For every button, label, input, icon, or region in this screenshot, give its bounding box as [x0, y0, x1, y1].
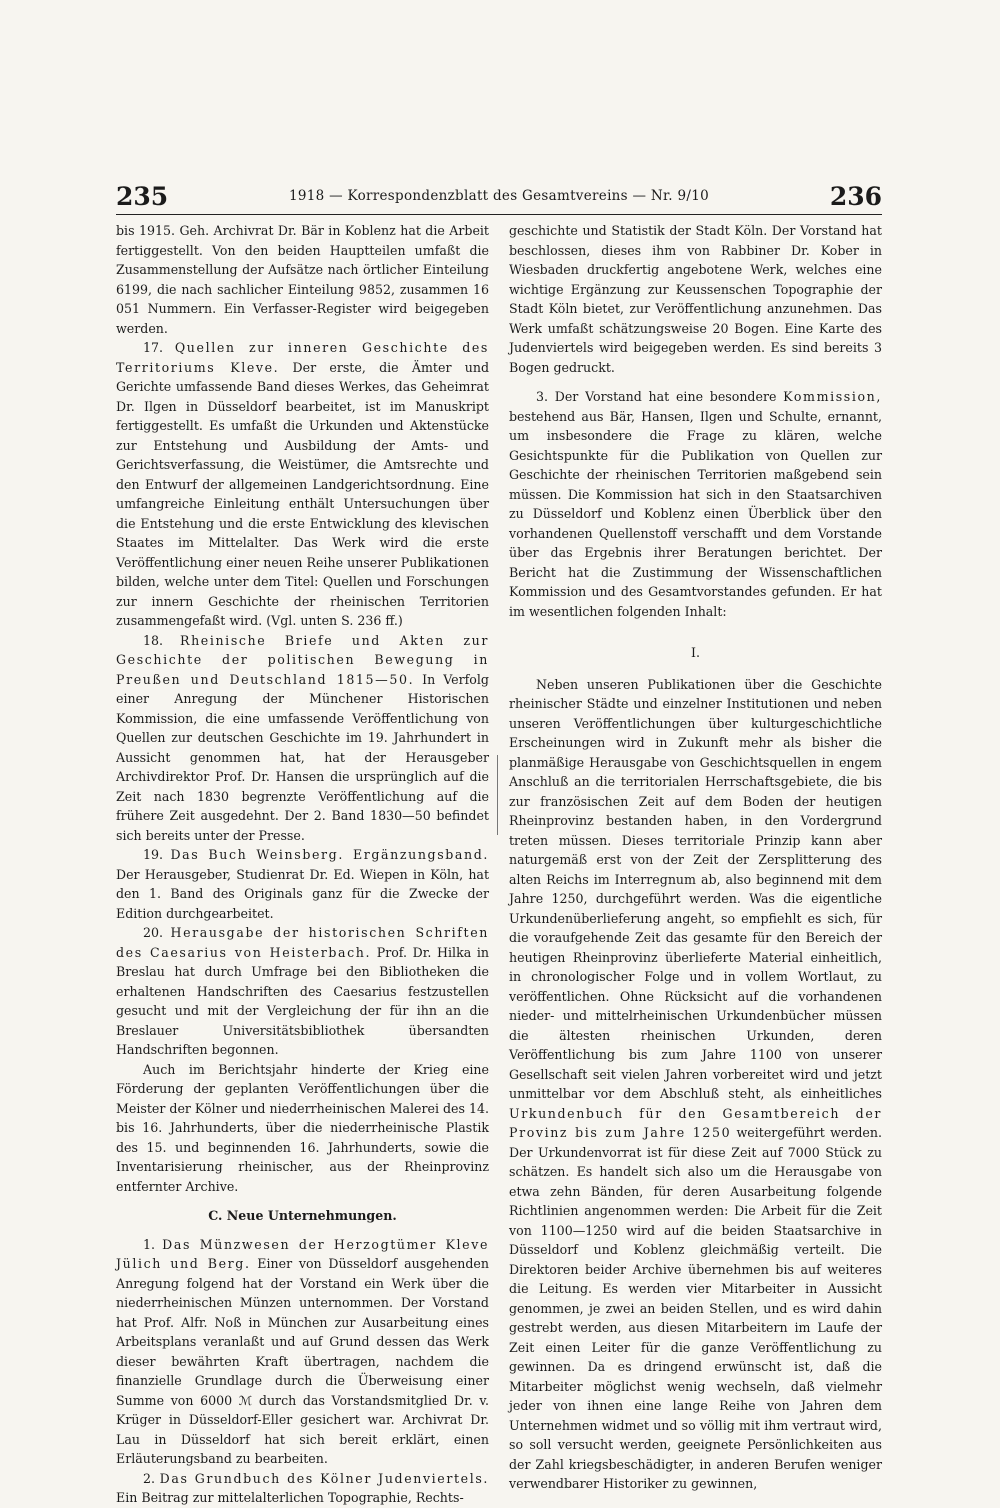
- item-body: Einer von Düsseldorf ausgehenden Anregung folgend hat der Vorstand ein Werk über die niederrheinischen Münzen unternommen. Der Vorstand hat Prof. Alfr. Noß in München zur Ausarbeitung eines Arbeitsplans veranlaßt und auf Grund dessen das Werk dieser bewährten Kraft übertragen, nachdem die finanzielle Grundlage durch die Überweisung einer Summe von 6000 ℳ durch das Vorstandsmitglied Dr. v. Krüger in Düsseldorf-Eller gesichert war. Archivrat Dr. Lau in Düsseldorf hat sich bereit erklärt, einen Erläuterungsband zu bearbeiten.: [116, 1256, 489, 1466]
- item-17: [116, 338, 489, 631]
- item-title: Das Münzwesen der Herzogtümer Kleve Jülich und Berg.: [116, 1236, 489, 1271]
- item-number: 17.: [143, 340, 164, 355]
- section-heading: C. Neue Unternehmungen.: [208, 1208, 397, 1223]
- item-19: [116, 845, 489, 923]
- item-title: Herausgabe der historischen Schriften des Caesarius von Heisterbach.: [116, 925, 489, 960]
- item-title: Quellen zur inneren Geschichte des Territoriums Kleve.: [116, 340, 489, 375]
- running-title: 1918 — Korrespondenzblatt des Gesamtvereins — Nr. 9/10: [289, 188, 709, 204]
- item-body: bestehend aus Bär, Hansen, Ilgen und Schulte, ernannt, um insbesondere die Frage zu klären, welche Gesichtspunkte für die Publikation von Quellen zur Geschichte der rheinischen Territorien maßgebend sein müssen. Die Kommission hat sich in den Staatsarchiven zu Düsseldorf und Koblenz einen Überblick über den vorhandenen Quellenstoff verschafft und dem Vorstande über das Ergebnis ihrer Beratungen berichtet. Der Bericht hat die Zustimmung der Wissenschaftlichen Kommission und des Gesamtvorstandes gefunden. Er hat im wesentlichen folgenden Inhalt:: [509, 408, 882, 619]
- item-title: Das Buch Weinsberg. Ergänzungsband.: [170, 847, 489, 862]
- paragraph-war: Auch im Berichtsjahr hinderte der Krieg eine Förderung der geplanten Veröffentlichungen über die Meister der Kölner und niederrheinischen Malerei des 14. bis 16. Jahrhunderts, über die niederrheinische Plastik des 15. und beginnenden 16. Jahrhunderts, sowie die Inventarisierung rheinischer, aus der Rheinprovinz entfernter Archive.: [116, 1061, 489, 1194]
- item-title: Kommission,: [783, 389, 882, 404]
- paragraph-main: [509, 675, 882, 1494]
- item-title: Das Grundbuch des Kölner Judenviertels.: [159, 1470, 489, 1486]
- item-title: Rheinische Briefe und Akten zur Geschichte der politischen Bewegung in Preußen und Deutschland 1815—50.: [116, 632, 489, 687]
- item-body: Der Herausgeber, Studienrat Dr. Ed. Wiepen in Köln, hat den 1. Band des Originals ganz für die Zwecke der Edition durchgearbeitet.: [116, 866, 489, 921]
- left-column: [116, 221, 489, 1508]
- item-number: 2.: [143, 1470, 156, 1486]
- paragraph-continuation: geschichte und Statistik der Stadt Köln. Der Vorstand hat beschlossen, dieses ihm von Rabbiner Dr. Kober in Wiesbaden druckfertig angebotene Werk, welches eine wichtige Ergänzung zur Keussenschen Topographie der Stadt Köln bietet, zur Veröffentlichung anzunehmen. Das Werk umfaßt schätzungsweise 20 Bogen. Eine Karte des Judenviertels wird beigegeben werden. Es sind bereits 3 Bogen gedruckt.: [509, 223, 882, 375]
- item-18: [116, 631, 489, 846]
- page-number-left: 235: [116, 182, 169, 211]
- item-lead: 3. Der Vorstand hat eine besondere: [536, 389, 777, 404]
- paragraph-continuation-body: weitergeführt werden. Der Urkundenvorrat ist für diese Zeit auf 7000 Stück zu schätzen. Es handelt sich also um die Herausgabe von etwa zehn Bänden, für deren Ausarbeitung folgende Richtlinien angenommen werden: Die Arbeit für die Zeit von 1100—1250 wird auf die beiden Staatsarchive in Düsseldorf und Koblenz gleichmäßig verteilt. Die Direktoren beider Archive übernehmen bis auf weiteres die Leitung. Es werden vier Mitarbeiter in Aussicht genommen, je zwei an beiden Stellen, und es wird dahin gestrebt werden, aus diesen Mitarbeitern im Laufe der Zeit einen Leiter für die ganze Veröffentlichung zu gewinnen. Da es dringend erwünscht ist, daß die Mitarbeiter möglichst wenig wechseln, daß vielmehr jeder von ihnen eine lange Reihe von Jahren dem Unternehmen widmet und so völlig mit ihm vertraut wird, so soll versucht werden, geeignete Persönlichkeiten aus der Zahl kriegsbeschädigter, in anderen Berufen weniger verwendbarer Historiker zu gewinnen,: [509, 1125, 882, 1491]
- new-item-2: [116, 1469, 489, 1508]
- page-header: [116, 178, 882, 215]
- column-rule: [497, 755, 498, 835]
- item-20: [116, 923, 489, 1060]
- item-body: Der erste, die Ämter und Gerichte umfassende Band dieses Werkes, das Geheimrat Dr. Ilgen in Düsseldorf bearbeitet, ist im Manuskript fertiggestellt. Es umfaßt die Urkunden und Aktenstücke zur Entstehung und Ausbildung der Amts- und Gerichtsverfassung, die Weistümer, die Amtsrechte und den Entwurf der allgemeinen Landgerichtsordnung. Eine umfangreiche Einleitung enthält Untersuchungen über die Entstehung und die erste Entwicklung des klevischen Staates im Mittelalter. Das Werk wird die erste Veröffentlichung einer neuen Reihe unserer Publikationen bilden, welche unter dem Titel: Quellen und Forschungen zur innern Geschichte der rheinischen Territorien zusammengefaßt wird. (Vgl. unten S. 236 ff.): [116, 359, 490, 628]
- spaced-phrase: Urkundenbuch für den Gesamtbereich der Provinz bis zum Jahre 1250: [509, 1105, 882, 1140]
- roman-numeral: I.: [691, 645, 700, 660]
- right-column: [509, 221, 882, 1494]
- new-item-1: [116, 1235, 489, 1469]
- new-item-3: [509, 387, 882, 621]
- page-number-right: 236: [829, 182, 882, 211]
- item-body: Ein Beitrag zur mittelalterlichen Topographie, Rechts-: [116, 1490, 464, 1505]
- item-body: Prof. Dr. Hilka in Breslau hat durch Umfrage bei den Bibliotheken die erhaltenen Handschriften des Caesarius festzustellen gesucht und mit der Vergleichung der für ihn an die Breslauer Universitätsbibliothek übersandten Handschriften begonnen.: [116, 944, 489, 1057]
- paragraph-body: Neben unseren Publikationen über die Geschichte rheinischer Städte und einzelner Institutionen und neben unseren Veröffentlichungen über kulturgeschichtliche Erscheinungen wird in Zukunft mehr als bisher die planmäßige Herausgabe von Geschichtsquellen in engem Anschluß an die territorialen Herrschaftsgebiete, die bis zur französischen Zeit auf dem Boden der heutigen Rheinprovinz bestanden haben, in den Vordergrund treten müssen. Dieses territoriale Prinzip kann aber naturgemäß erst von der Zeit der Zersplitterung des alten Reichs im Interregnum ab, also beginnend mit dem Jahre 1250, durchgeführt werden. Was die eigentliche Urkundenüberlieferung angeht, so empfiehlt es sich, für die voraufgehende Zeit das gesamte für den Bereich der heutigen Rheinprovinz überlieferte Material einheitlich, in chronologischer Folge und in vollem Wortlaut, zu veröffentlichen. Ohne Rücksicht auf die vorhandenen nieder- und mittelrheinischen Urkundenbücher müssen die ältesten rheinischen Urkunden, deren Veröffentlichung bis zum Jahre 1100 von unserer Gesellschaft seit vielen Jahren vorbereitet wird und jetzt unmittelbar vor dem Abschluß steht, als einheitliches: [509, 676, 882, 1101]
- item-number: 18.: [143, 632, 164, 648]
- item-body: In Verfolg einer Anregung der Münchener Historischen Kommission, die eine umfassende Veröffentlichung von Quellen zur deutschen Geschichte im 19. Jahrhundert in Aussicht genommen hat, hat der Herausgeber Archivdirektor Prof. Dr. Hansen die ursprünglich auf die Zeit nach 1830 begrenzte Veröffentlichung auf die frühere Zeit ausgedehnt. Der 2. Band 1830—50 befindet sich bereits unter der Presse.: [116, 671, 489, 843]
- item-number: 1.: [143, 1236, 156, 1252]
- paragraph-continuation: bis 1915. Geh. Archivrat Dr. Bär in Koblenz hat die Arbeit fertiggestellt. Von den beiden Hauptteilen umfaßt die Zusammenstellung der Aufsätze nach örtlicher Einteilung 6199, die nach sachlicher Einteilung 9852, zusammen 16 051 Nummern. Ein Verfasser-Register wird beigegeben werden.: [116, 223, 489, 336]
- item-number: 19.: [143, 847, 164, 862]
- item-number: 20.: [143, 925, 164, 940]
